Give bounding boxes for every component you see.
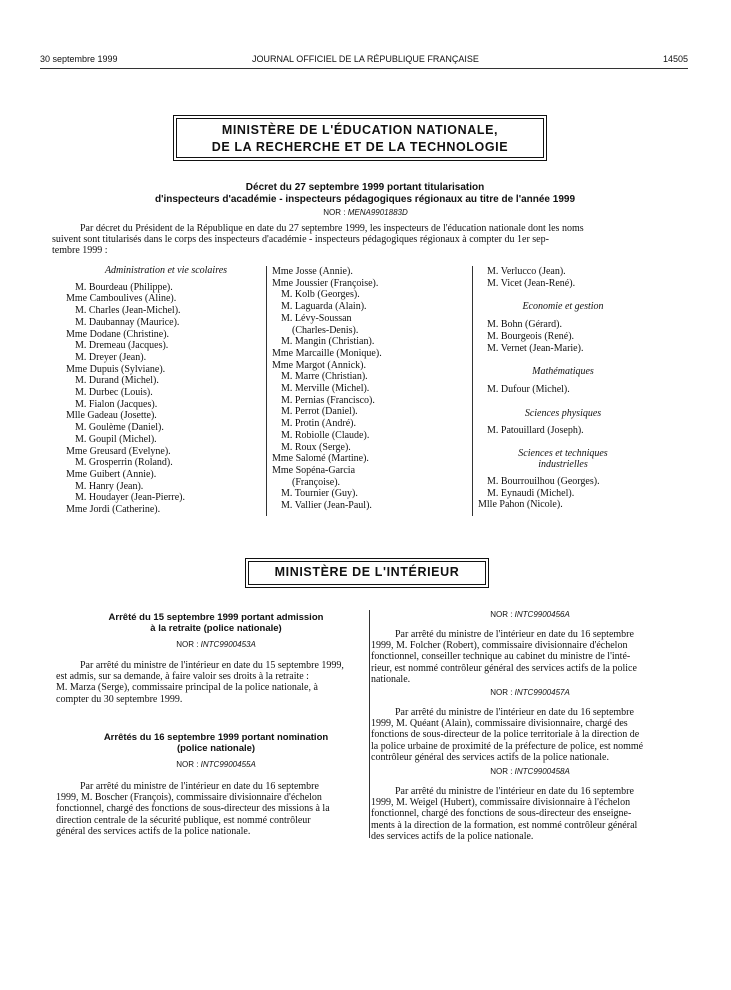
name-entry: (Françoise). [292,476,341,488]
name-entry: M. Kolb (Georges). [281,289,360,301]
decret-body-line2: suivent sont titularisés dans le corps des inspecteurs d'académie - inspecteurs pédagogiques régionaux à compter du 1er sep- [52,234,549,246]
paragraph-line: fonctionnel, chargé des fonctions de sous-directeur des missions à la [56,803,330,815]
name-entry: Mme Margot (Annick). [272,359,366,371]
paragraph-line: fonctions de sous-directeur de la police territoriale à la direction de [371,729,640,741]
name-entry: Mme Jordi (Catherine). [66,504,161,516]
arrete-retraite-body [56,660,376,705]
category-administration: Administration et vie scolaires [104,265,228,276]
category-sciences-techniques [478,449,648,470]
paragraph-line: rieur, est nommé contrôleur général des services actifs de la police [371,662,637,674]
name-entry: M. Bohn (Gérard). [487,319,562,331]
paragraph-line: Par arrêté du ministre de l'intérieur en date du 16 septembre [395,629,634,640]
arrete-retraite-title-line1: Arrêté du 15 septembre 1999 portant admission [108,612,324,623]
paragraph-line: 1999, M. Quéant (Alain), commissaire divisionnaire, chargé des [371,718,628,730]
name-entry: Mme Camboulives (Aline). [66,293,177,305]
name-entry: M. Vernet (Jean-Marie). [487,342,584,354]
arrete-retraite-nor [56,640,376,649]
name-entry: M. Roux (Serge). [281,441,351,453]
paragraph-line: 1999, M. Weigel (Hubert), commissaire divisionnaire à l'échelon [371,797,631,809]
nor-label: NOR : [490,688,513,697]
paragraph-line: est admis, sur sa demande, à faire valoir ses droits à la retraite : [56,671,309,683]
arrete-weigel [371,767,689,842]
name-entry: Mme Dodane (Christine). [66,328,170,340]
name-entry: M. Vallier (Jean-Paul). [281,500,372,512]
nor-label: NOR : [490,610,513,619]
name-entry: M. Pernias (Francisco). [281,394,375,406]
column-divider [266,266,267,516]
name-entry: M. Patouillard (Joseph). [487,425,584,437]
name-entry: (Charles-Denis). [292,324,359,336]
ministry-interieur-title-box: MINISTÈRE DE L'INTÉRIEUR [248,561,486,585]
paragraph-line: fonctionnel, conseiller technique au cabinet du ministre de l'inté- [371,651,631,663]
decret-body-line3: tembre 1999 : [52,245,108,257]
paragraph-line: Par arrêté du ministre de l'intérieur en date du 16 septembre [395,786,634,797]
category-sciences-techniques-line1: Sciences et techniques [518,448,608,460]
name-entry: M. Lévy-Soussan [281,312,352,324]
arrete-nomination-body [56,781,376,837]
name-entry: Mlle Pahon (Nicole). [478,499,563,511]
nor-label: NOR : [490,767,513,776]
paragraph-line: la police urbaine de proximité de la préfecture de police, est nommé [371,740,644,752]
names-list-2 [272,266,472,512]
paragraph-line: contrôleur général des services actifs de la police nationale. [371,751,609,763]
nor-code: INTC9900458A [514,767,570,776]
paragraph-line: Par arrêté du ministre de l'intérieur en date du 16 septembre [395,707,634,718]
decret-body-line1: Par décret du Président de la République en date du 27 septembre 1999, les inspecteurs de l'éducation nationale dont les noms [80,223,584,234]
name-entry: M. Fialon (Jacques). [75,398,158,410]
nor-code: MENA9901883D [347,208,408,217]
name-entry: M. Daubannay (Maurice). [75,316,180,328]
name-entry: M. Vicet (Jean-René). [487,277,576,289]
arrete-folcher-nor [371,610,689,619]
arrete-queant-nor [371,688,689,697]
name-entry: M. Protin (André). [281,418,356,430]
name-entry: M. Laguarda (Alain). [281,301,367,313]
header-date: 30 septembre 1999 [40,54,118,64]
arrete-queant-body [371,707,689,763]
header-rule [40,68,688,69]
name-entry: Mme Marcaille (Monique). [272,347,382,359]
name-entry: M. Durbec (Louis). [75,387,153,399]
paragraph-line: Par arrêté du ministre de l'intérieur en date du 16 septembre [80,781,319,792]
names-list-sciences-techniques [478,476,678,511]
name-entry: M. Merville (Michel). [281,383,370,395]
name-entry: M. Houdayer (Jean-Pierre). [75,492,185,504]
arrete-nomination-title-line2: (police nationale) [176,743,256,754]
name-entry: Mme Greusard (Evelyne). [66,445,171,457]
header-page-number: 14505 [662,54,688,64]
name-entry: Mme Josse (Annie). [272,266,353,277]
nor-code: INTC9900456A [514,610,570,619]
name-entry: Mme Dupuis (Sylviane). [66,363,166,375]
arrete-weigel-body [371,786,689,842]
name-entry: M. Tournier (Guy). [281,488,358,500]
decret-title-line2: d'inspecteurs d'académie - inspecteurs pédagogiques régionaux au titre de l'année 1999 [154,194,576,205]
name-entry: M. Bourgeois (René). [487,330,575,342]
decret-nor [0,208,731,217]
paragraph-line: nationale. [371,673,411,685]
names-list-mathematiques [478,384,678,396]
name-entry: M. Charles (Jean-Michel). [75,305,181,317]
name-entry: M. Dreyer (Jean). [75,351,147,363]
decret-title-line1: Décret du 27 septembre 1999 portant titularisation [245,182,485,193]
paragraph-line: compter du 30 septembre 1999. [56,693,183,705]
arrete-nomination-nor [56,760,376,769]
ministry-education-title-box [176,118,544,158]
name-entry: M. Perrot (Daniel). [281,406,358,418]
arrete-weigel-nor [371,767,689,776]
category-mathematiques: Mathématiques [532,366,594,378]
name-entry: M. Robiolle (Claude). [281,429,370,441]
name-entry: M. Eynaudi (Michel). [487,487,575,499]
column-divider [369,610,370,838]
name-entry: M. Grosperrin (Roland). [75,457,173,469]
name-entry: Mlle Gadeau (Josette). [66,410,157,422]
name-entry: M. Bourrouilhou (Georges). [487,476,600,488]
names-list-1 [66,282,266,516]
column-divider [472,266,473,516]
name-entry: Mme Guibert (Annie). [66,468,157,480]
paragraph-line: général des services actifs de la police nationale. [56,825,251,837]
names-list-economie [478,319,678,354]
name-entry: Mme Sopéna-Garcia [272,464,356,476]
ministry-education-line1: MINISTÈRE DE L'ÉDUCATION NATIONALE, [221,123,499,137]
decret-body [52,223,688,257]
name-entry: M. Durand (Michel). [75,375,159,387]
names-column-1 [66,265,266,516]
name-entry: Mme Salomé (Martine). [272,453,369,465]
arrete-queant [371,688,689,763]
decret-title [80,182,650,206]
arrete-retraite-title-line2: à la retraite (police nationale) [150,623,282,634]
name-entry: Mme Joussier (Françoise). [272,277,379,289]
nor-code: INTC9900455A [200,760,256,769]
name-entry: M. Hanry (Jean). [75,480,144,492]
nor-label: NOR : [176,640,199,649]
paragraph-line: 1999, M. Boscher (François), commissaire divisionnaire d'échelon [56,792,322,804]
arrete-folcher-body [371,629,689,685]
paragraph-line: direction centrale de la sécurité publique, est nommé contrôleur [56,814,311,826]
paragraph-line: M. Marza (Serge), commissaire principal de la police nationale, à [56,682,318,694]
name-entry: M. Dremeau (Jacques). [75,340,169,352]
name-entry: M. Bourdeau (Philippe). [75,281,173,293]
name-entry: M. Verlucco (Jean). [487,266,566,277]
paragraph-line: fonctionnel, chargé des fonctions de sous-directeur des enseigne- [371,808,632,820]
names-column-3 [478,266,678,511]
nor-code: INTC9900457A [514,688,570,697]
paragraph-line: ments à la direction de la formation, est nommé contrôleur général [371,819,638,831]
name-entry: M. Goupil (Michel). [75,433,157,445]
name-entry: M. Dufour (Michel). [487,383,570,395]
name-entry: M. Marre (Christian). [281,371,368,383]
category-economie: Economie et gestion [522,301,604,313]
header-journal: JOURNAL OFFICIEL DE LA RÉPUBLIQUE FRANÇAISE [252,54,479,64]
nor-label: NOR : [323,208,346,217]
arrete-retraite [56,612,376,705]
arrete-nomination-title [56,732,376,754]
arrete-nomination-title-line1: Arrêtés du 16 septembre 1999 portant nomination [103,732,329,743]
name-entry: M. Mangin (Christian). [281,336,375,348]
paragraph-line: 1999, M. Folcher (Robert), commissaire divisionnaire d'échelon [371,640,628,652]
names-list-3-top [478,266,678,289]
names-list-sciences-physiques [478,425,678,437]
names-column-2 [272,266,472,512]
category-sciences-techniques-line2: industrielles [538,458,588,470]
category-sciences-physiques: Sciences physiques [524,407,602,419]
paragraph-line: Par arrêté du ministre de l'intérieur en date du 15 septembre 1999, [80,660,344,671]
name-entry: M. Goulème (Daniel). [75,422,164,434]
arrete-folcher [371,610,689,685]
arrete-retraite-title [56,612,376,634]
nor-label: NOR : [176,760,199,769]
arrete-nomination [56,732,376,837]
nor-code: INTC9900453A [200,640,256,649]
ministry-education-line2: DE LA RECHERCHE ET DE LA TECHNOLOGIE [211,140,509,154]
paragraph-line: des services actifs de la police nationale. [371,830,534,842]
